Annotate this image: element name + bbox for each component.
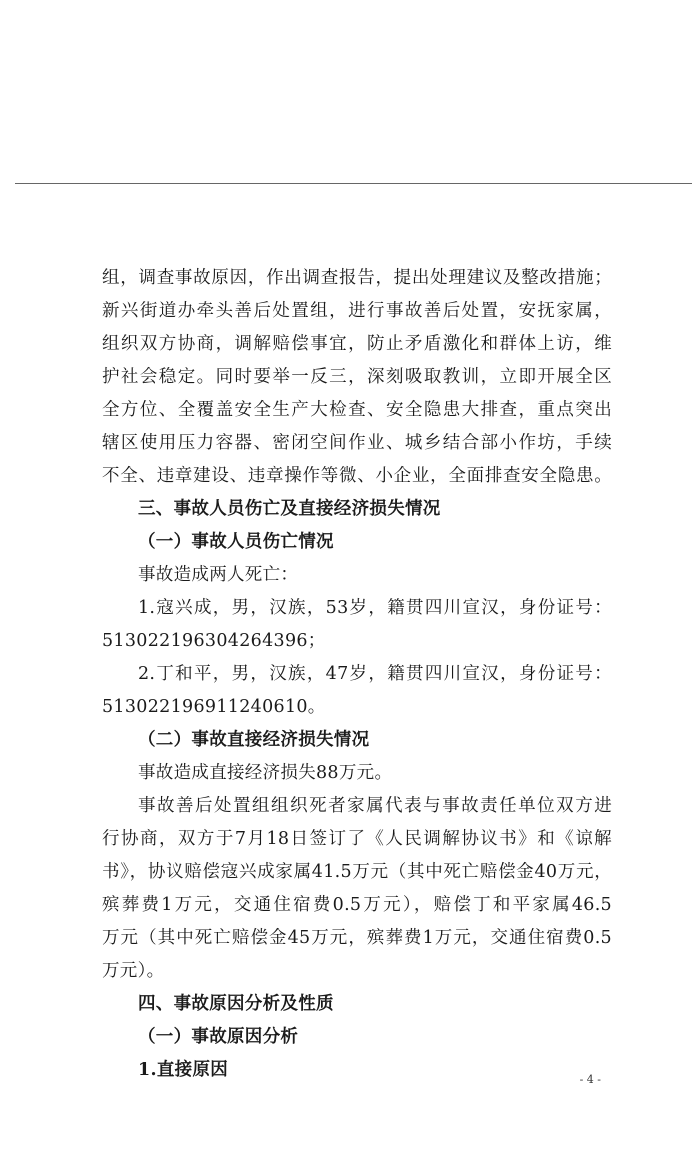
body-line: 事故善后处置组组织死者家属代表与事故责任单位双方进 (138, 796, 612, 816)
section-heading: 四、事故原因分析及性质 (138, 994, 334, 1014)
subsection-heading: （二）事故直接经济损失情况 (138, 730, 370, 750)
body-line: 万元（其中死亡赔偿金45万元，殡葬费1万元，交通住宿费0.5 (102, 928, 612, 948)
page-number: - 4 - (579, 1073, 601, 1086)
body-line: 书》，协议赔偿寇兴成家属41.5万元（其中死亡赔偿金40万元， (102, 862, 612, 882)
body-line: 组织双方协商，调解赔偿事宜，防止矛盾激化和群体上访，维 (102, 334, 612, 354)
subsection-heading: （一）事故原因分析 (138, 1027, 299, 1047)
header-rule (15, 183, 692, 184)
body-line: 行协商，双方于7月18日签订了《人民调解协议书》和《谅解 (102, 829, 612, 849)
victim-entry: 2.丁和平，男，汉族，47岁，籍贯四川宣汉，身份证号： (138, 664, 612, 684)
body-line: 不全、违章建设、违章操作等微、小企业，全面排查安全隐患。 (102, 466, 612, 486)
casualty-intro: 事故造成两人死亡： (138, 565, 299, 585)
body-line: 万元）。 (102, 961, 165, 981)
loss-statement: 事故造成直接经济损失88万元。 (138, 763, 393, 783)
victim-id: 513022196911240610。 (102, 697, 326, 717)
body-line: 新兴街道办牵头善后处置组，进行事故善后处置，安抚家属， (102, 301, 612, 321)
section-heading: 三、事故人员伤亡及直接经济损失情况 (138, 499, 441, 519)
subsection-heading: （一）事故人员伤亡情况 (138, 532, 334, 552)
victim-id: 513022196304264396； (102, 631, 326, 651)
body-line: 组，调查事故原因，作出调查报告，提出处理建议及整改措施； (102, 268, 612, 288)
victim-entry: 1.寇兴成，男，汉族，53岁，籍贯四川宣汉，身份证号： (138, 598, 612, 618)
body-line: 殡葬费1万元，交通住宿费0.5万元），赔偿丁和平家属46.5 (102, 895, 612, 915)
body-line: 全方位、全覆盖安全生产大检查、安全隐患大排查，重点突出 (102, 400, 612, 420)
body-line: 辖区使用压力容器、密闭空间作业、城乡结合部小作坊，手续 (102, 433, 612, 453)
item-heading: 1.直接原因 (138, 1060, 229, 1080)
body-line: 护社会稳定。同时要举一反三，深刻吸取教训，立即开展全区 (102, 367, 612, 387)
